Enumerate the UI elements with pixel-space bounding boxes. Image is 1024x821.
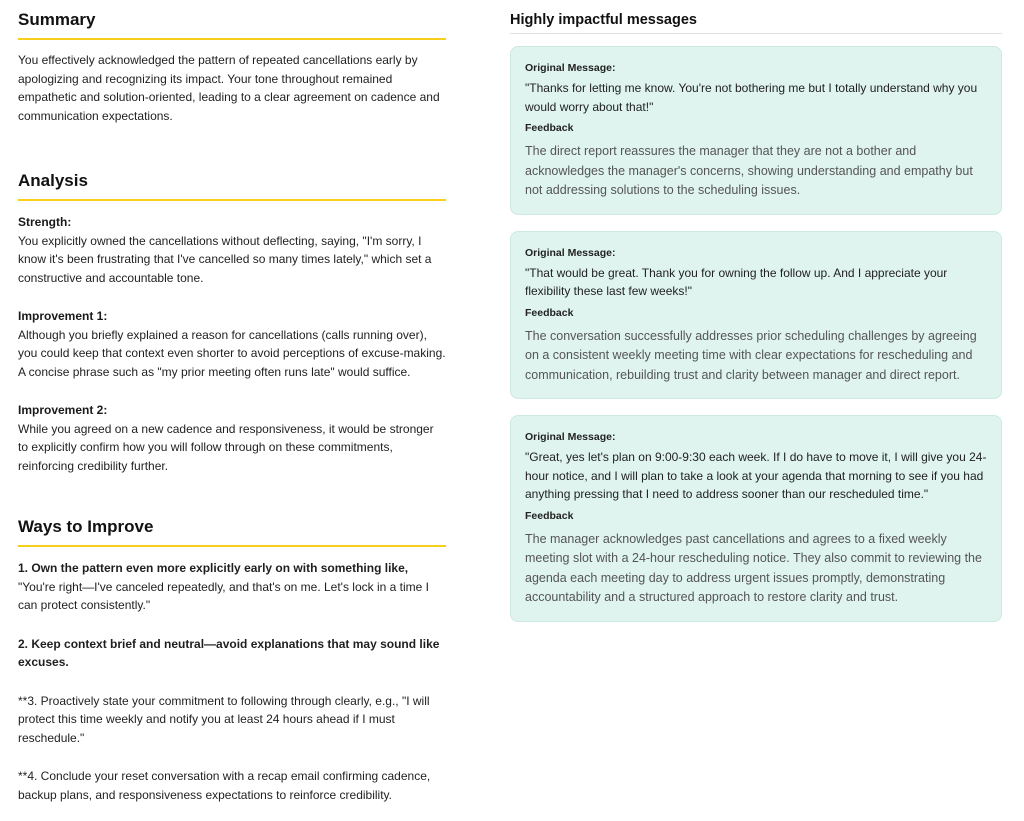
ways-item-2-heading: 2. Keep context brief and neutral—avoid explanations that may sound like excuses.	[18, 636, 440, 669]
feedback-text: The direct report reassures the manager that they are not a bother and acknowledges the manager's concerns, showing understanding and empathy but not addressing solutions to the scheduling issues.	[525, 144, 973, 197]
impactful-message-card	[510, 46, 1002, 215]
original-message-text: "Thanks for letting me know. You're not bothering me but I totally understand why you would worry about that!"	[525, 81, 978, 114]
original-message-label: Original Message:	[525, 431, 616, 443]
summary-text: You effectively acknowledged the pattern of repeated cancellations early by apologizing and recognizing its impact. Your tone throughout remained empathetic and solution-oriented, leading to a clear agreement on cadence and communication expectations.	[18, 53, 440, 123]
ways-item-3	[18, 692, 446, 748]
feedback-label: Feedback	[525, 509, 574, 522]
analysis-title: Analysis	[18, 169, 446, 201]
ways-item-4-text: **4. Conclude your reset conversation with a recap email confirming cadence, backup plans, and responsiveness expectations to reinforce credibility.	[18, 769, 431, 802]
ways-item-1-heading: 1. Own the pattern even more explicitly early on with something like,	[18, 561, 409, 575]
impactful-messages-title: Highly impactful messages	[510, 10, 1002, 34]
original-message-text: "That would be great. Thank you for owning the follow up. And I appreciate your flexibility these last few weeks!"	[525, 265, 948, 298]
improvement-1-text: Although you briefly explained a reason for cancellations (calls running over), you could keep that context even shorter to avoid perceptions of excuse-making. A concise phrase such as "my prior meeting often runs late" would suffice.	[18, 327, 446, 379]
analysis-improvement-2	[18, 401, 446, 475]
impactful-message-card	[510, 231, 1002, 400]
ways-to-improve-title: Ways to Improve	[18, 515, 446, 547]
feedback-label: Feedback	[525, 306, 574, 319]
analysis-strength	[18, 213, 446, 287]
feedback-label: Feedback	[525, 122, 574, 134]
strength-heading: Strength:	[18, 215, 72, 229]
analysis-section	[18, 169, 446, 475]
ways-item-2	[18, 635, 446, 672]
ways-to-improve-section	[18, 515, 446, 804]
ways-item-1-text: "You're right—I've canceled repeatedly, and that's on me. Let's lock in a time I can protect consistently."	[18, 579, 429, 612]
right-column	[510, 10, 1002, 622]
ways-item-3-text: **3. Proactively state your commitment to following through clearly, e.g., "I will protect this time weekly and notify you at least 24 hours ahead if I must reschedule."	[18, 693, 430, 745]
ways-item-4	[18, 767, 446, 804]
improvement-1-heading: Improvement 1:	[18, 309, 108, 323]
analysis-improvement-1	[18, 307, 446, 381]
improvement-2-heading: Improvement 2:	[18, 403, 108, 417]
summary-section	[18, 8, 446, 125]
original-message-label: Original Message:	[525, 62, 616, 74]
feedback-text: The conversation successfully addresses prior scheduling challenges by agreeing on a consistent weekly meeting time with clear expectations for rescheduling and communication, rebuilding trust and clarity between manager and direct report.	[525, 328, 977, 382]
impactful-message-card	[510, 415, 1002, 622]
summary-title: Summary	[18, 8, 446, 40]
feedback-text: The manager acknowledges past cancellations and agrees to a fixed weekly meeting slot with a 24-hour rescheduling notice. They also commit to reviewing the agenda each meeting day to address urgent issues promptly, demonstrating accountability and a structured approach to restore clarity and trust.	[525, 531, 982, 604]
strength-text: You explicitly owned the cancellations without deflecting, saying, "I'm sorry, I know it's been frustrating that I've cancelled so many times lately," which set a constructive and accountable tone.	[18, 233, 432, 285]
ways-item-1	[18, 559, 446, 615]
improvement-2-text: While you agreed on a new cadence and responsiveness, it would be stronger to explicitly confirm how you will follow through on these commitments, reinforcing credibility further.	[18, 421, 434, 473]
left-column	[18, 8, 446, 804]
original-message-label: Original Message:	[525, 246, 616, 259]
original-message-text: "Great, yes let's plan on 9:00-9:30 each week. If I do have to move it, I will give you 24-hour notice, and I will plan to take a look at your agenda that morning to see if you had anything pressing that I need to address sooner than our rescheduled time."	[525, 450, 987, 501]
